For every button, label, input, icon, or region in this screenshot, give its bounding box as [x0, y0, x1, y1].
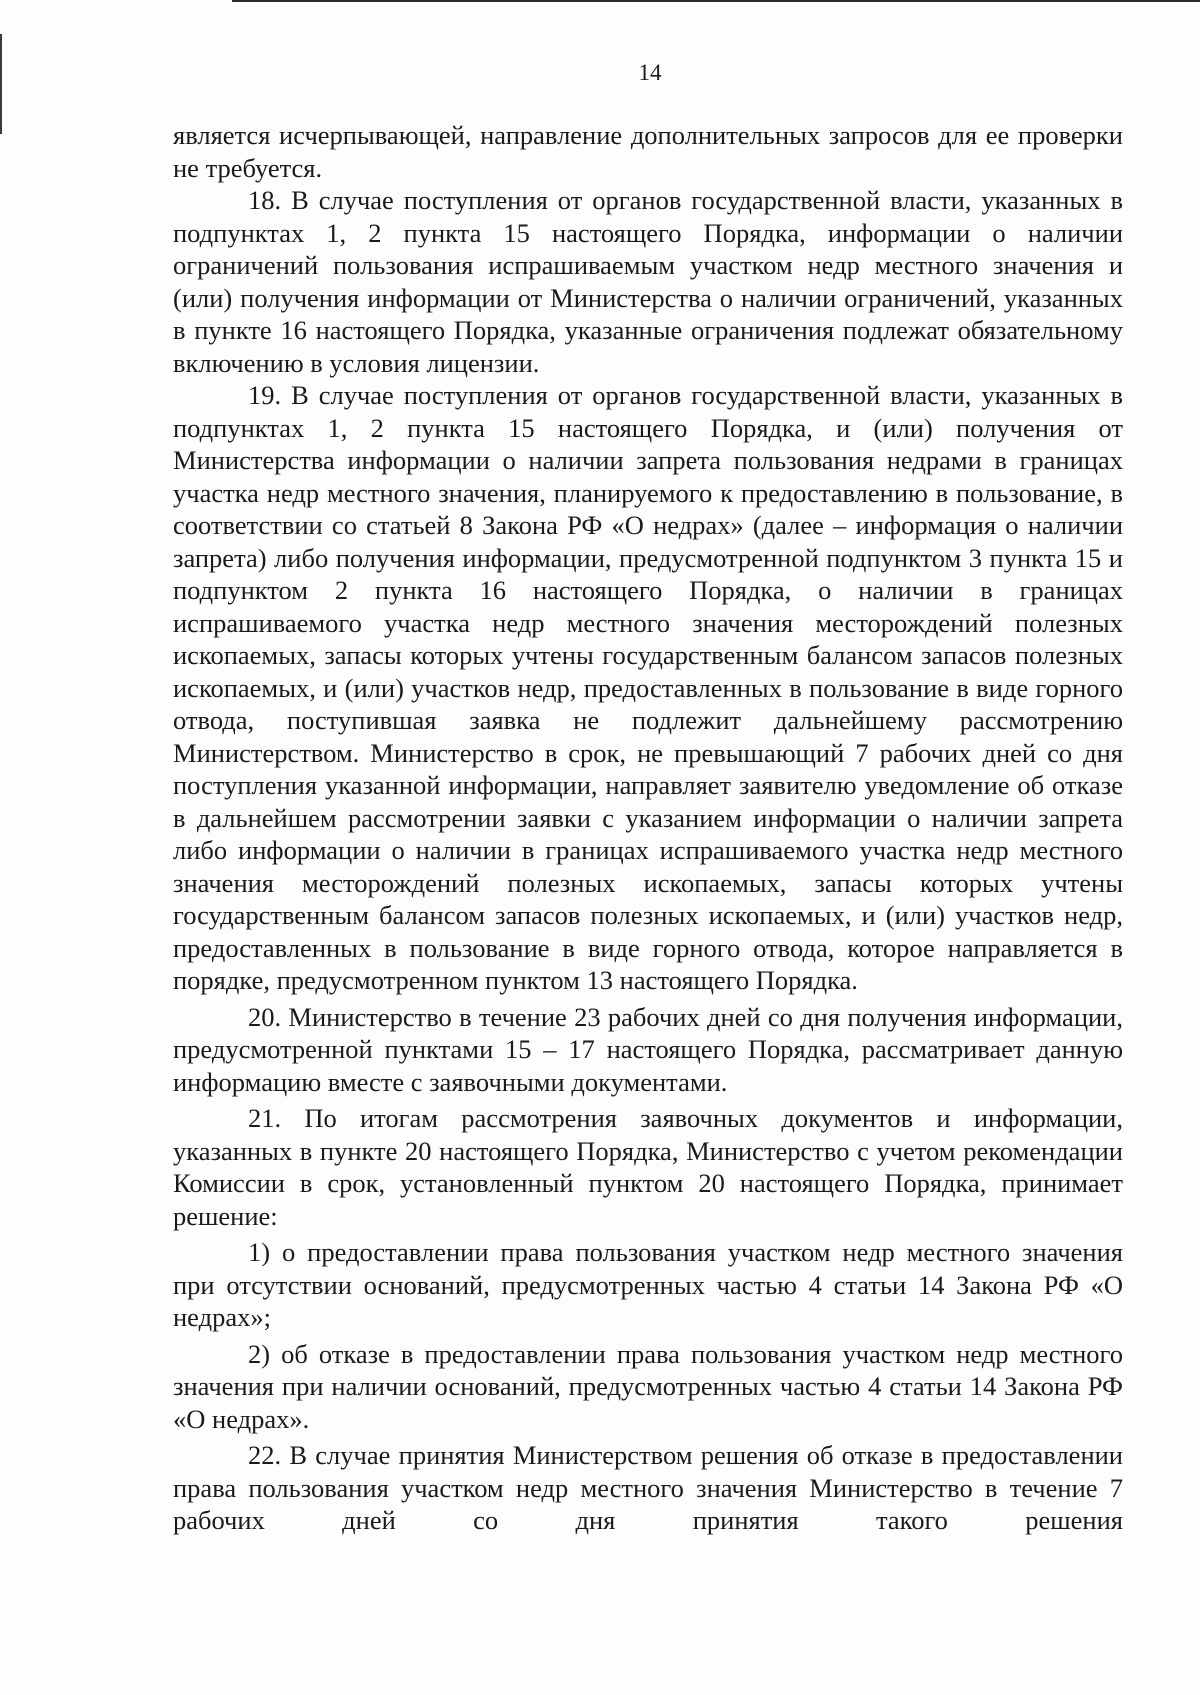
paragraph-22: 22. В случае принятия Министерством решения об отказе в предоставлении права пользования участком недр местного значения Министерство в течение 7 рабочих дней со дня принятия такого решения	[173, 1440, 1123, 1535]
paragraph-21: 21. По итогам рассмотрения заявочных документов и информации, указанных в пункте 20 настоящего Порядка, Министерство с учетом рекомендации Комиссии в срок, установленный пунктом 20 настоящего Порядка, принимает решение:	[173, 1103, 1123, 1231]
document-body	[173, 119, 1123, 1537]
paragraph-18: 18. В случае поступления от органов государственной власти, указанных в подпунктах 1, 2 пункта 15 настоящего Порядка, информации о наличии ограничений пользования испрашиваемым участком недр местного значения и (или) получения информации от Министерства о наличии ограничений, указанных в пункте 16 настоящего Порядка, указанные ограничения подлежат обязательному включению в условия лицензии.	[173, 185, 1123, 378]
paragraph-19: 19. В случае поступления от органов государственной власти, указанных в подпунктах 1, 2 пункта 15 настоящего Порядка, и (или) получения от Министерства информации о наличии запрета пользования недрами в границах участка недр местного значения, планируемого к предоставлению в пользование, в соответствии со статьей 8 Закона РФ «О недрах» (далее – информация о наличии запрета) либо получения информации, предусмотренной подпунктом 3 пункта 15 и подпунктом 2 пункта 16 настоящего Порядка, о наличии в границах испрашиваемого участка недр местного значения месторождений полезных ископаемых, запасы которых учтены государственным балансом запасов полезных ископаемых, и (или) участков недр, предоставленных в пользование в виде горного отвода, поступившая заявка не подлежит дальнейшему рассмотрению Министерством. Министерство в срок, не превышающий 7 рабочих дней со дня поступления указанной информации, направляет заявителю уведомление об отказе в дальнейшем рассмотрении заявки с указанием информации о наличии запрета либо информации о наличии в границах испрашиваемого участка недр местного значения месторождений полезных ископаемых, запасы которых учтены государственным балансом запасов полезных ископаемых, и (или) участков недр, предоставленных в пользование в виде горного отвода, которое направляется в порядке, предусмотренном пунктом 13 настоящего Порядка.	[173, 380, 1123, 995]
paragraph-21-item-2: 2) об отказе в предоставлении права пользования участком недр местного значения при наличии оснований, предусмотренных частью 4 статьи 14 Закона РФ «О недрах».	[173, 1338, 1123, 1434]
paragraph-20: 20. Министерство в течение 23 рабочих дней со дня получения информации, предусмотренной пунктами 15 – 17 настоящего Порядка, рассматривает данную информацию вместе с заявочными документами.	[173, 1001, 1123, 1097]
scan-edge-top	[232, 0, 1200, 2]
page-number: 14	[638, 60, 662, 85]
paragraph-21-item-1: 1) о предоставлении права пользования участком недр местного значения при отсутствии оснований, предусмотренных частью 4 статьи 14 Закона РФ «О недрах»;	[173, 1237, 1123, 1332]
paragraph-continuation: является исчерпывающей, направление дополнительных запросов для ее проверки не требуется.	[173, 120, 1123, 183]
